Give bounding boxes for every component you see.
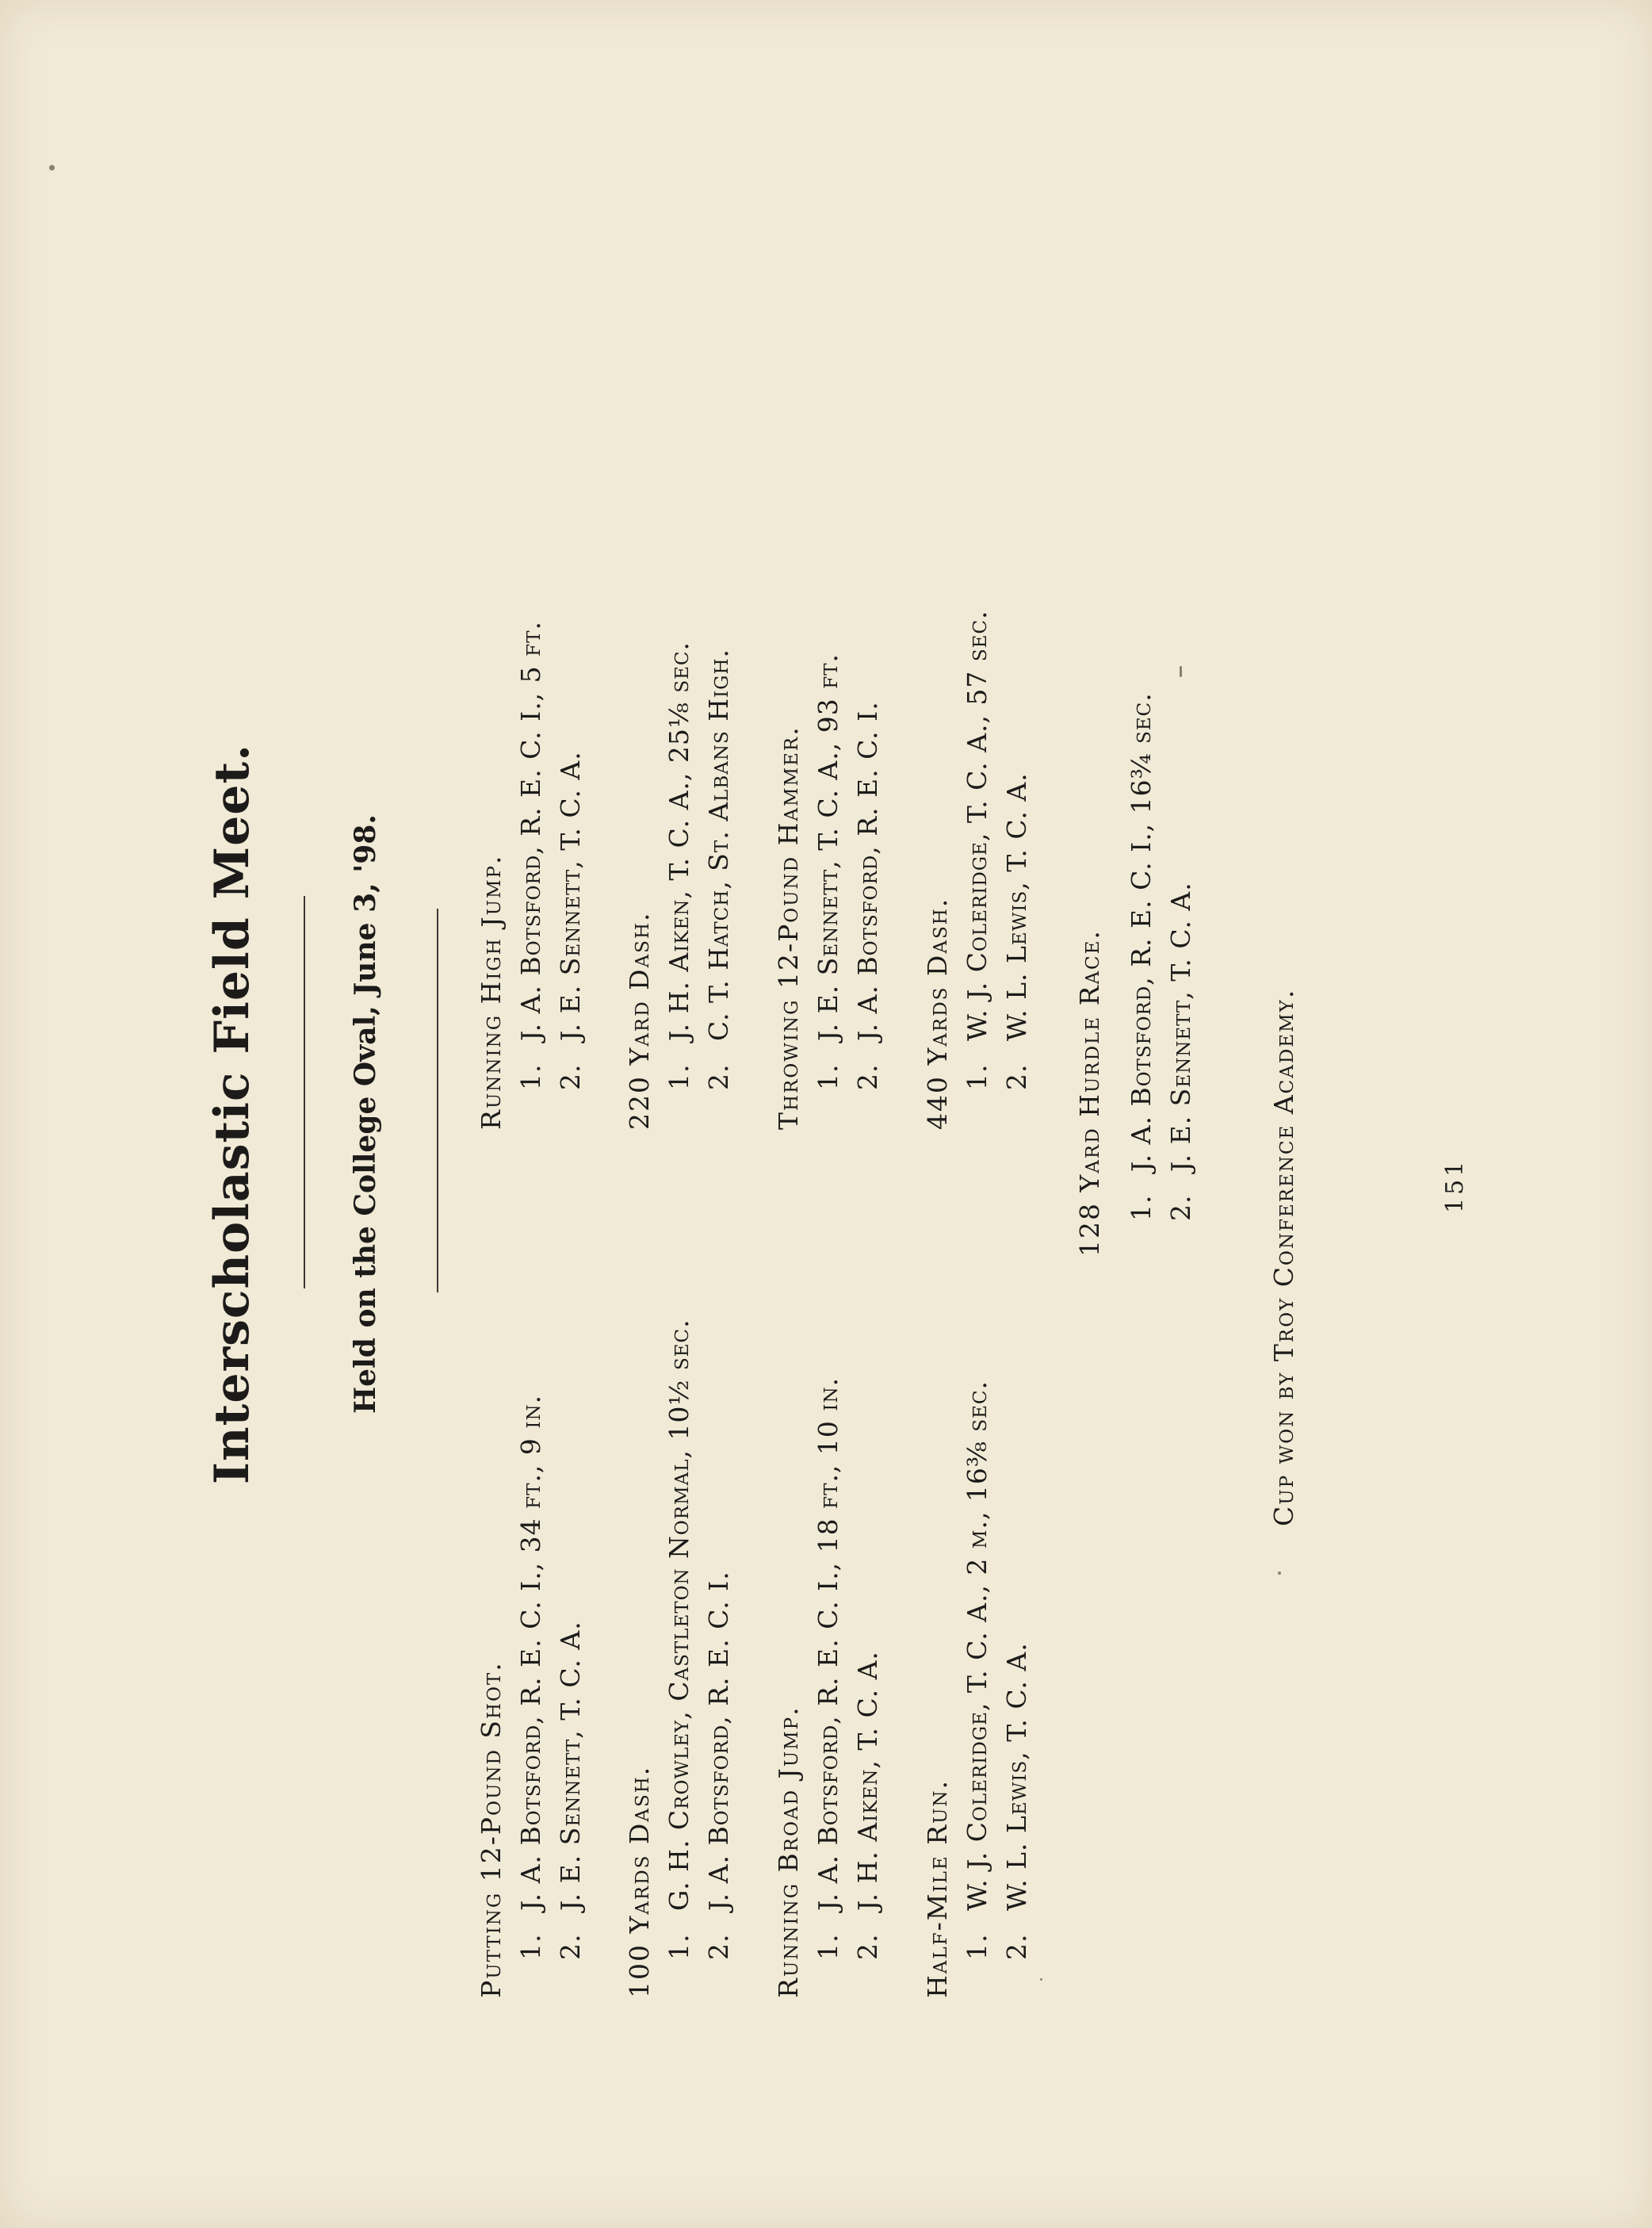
result-line: [813, 1377, 843, 1960]
result-line: [555, 751, 586, 1090]
result-place: 1.: [1126, 1194, 1157, 1221]
result-place: 2.: [1165, 1194, 1196, 1221]
paper-speck: [1040, 1978, 1042, 1981]
paper-speck: [1278, 1571, 1281, 1575]
result-text: W. J. Coleridge, T. C. A., 57 sec.: [962, 610, 992, 1041]
result-text: J. E. Sennett, T. C. A.: [1165, 882, 1196, 1172]
result-text: J. H. Aiken, T. C. A., 25⅛ sec.: [663, 641, 694, 1041]
result-place: 2.: [555, 1933, 586, 1960]
event-heading-440-yards: 440 Yards Dash.: [922, 897, 953, 1130]
result-place: 2.: [852, 1933, 883, 1960]
result-place: 1.: [515, 1063, 546, 1090]
result-text: J. A. Botsford, R. E. C. I., 34 ft., 9 in.: [515, 1394, 546, 1911]
result-line: [703, 649, 734, 1090]
event-heading-100-yards: 100 Yards Dash.: [624, 1765, 655, 1998]
result-place: 1.: [962, 1933, 992, 1960]
paper-speck: [49, 165, 55, 170]
result-text: W. L. Lewis, T. C. A.: [1001, 1642, 1032, 1911]
result-place: 2.: [1001, 1933, 1032, 1960]
event-heading-half-mile: Half-Mile Run.: [922, 1778, 953, 1998]
result-text: J. A. Botsford, R. E. C. I., 16¾ sec.: [1126, 692, 1157, 1172]
page-number: 151: [1441, 1158, 1469, 1213]
event-heading-shot-put: Putting 12-Pound Shot.: [476, 1661, 507, 1998]
result-line: [1001, 772, 1032, 1090]
result-text: J. E. Sennett, T. C. A.: [555, 1621, 586, 1911]
result-text: J. A. Botsford, R. E. C. I., 5 ft.: [515, 621, 546, 1041]
event-heading-high-jump: Running High Jump.: [476, 854, 507, 1130]
result-text: J. H. Aiken, T. C. A.: [852, 1651, 883, 1911]
title-rule-top: [304, 896, 305, 1288]
event-heading-hurdle-race: 128 Yard Hurdle Race.: [1074, 929, 1105, 1257]
result-text: C. T. Hatch, St. Albans High.: [703, 649, 734, 1041]
paper-speck: [1180, 666, 1182, 677]
result-text: J. E. Sennett, T. C. A., 93 ft.: [813, 653, 843, 1041]
result-text: J. E. Sennett, T. C. A.: [555, 751, 586, 1041]
event-heading-hammer: Throwing 12-Pound Hammer.: [773, 725, 804, 1130]
result-place: 2.: [703, 1063, 734, 1090]
page-title: Interscholastic Field Meet.: [205, 743, 260, 1485]
result-place: 1.: [663, 1063, 694, 1090]
result-text: G. H. Crowley, Castleton Normal, 10½ sec.: [663, 1319, 694, 1911]
result-line: [852, 1651, 883, 1960]
result-line: [663, 1319, 694, 1960]
result-line: [515, 1395, 546, 1960]
result-line: [1126, 692, 1157, 1221]
result-place: 2.: [852, 1063, 883, 1090]
result-place: 1.: [663, 1933, 694, 1960]
result-place: 2.: [1001, 1063, 1032, 1090]
result-line: [515, 621, 546, 1090]
result-place: 1.: [962, 1063, 992, 1090]
result-line: [1165, 882, 1196, 1221]
result-place: 1.: [813, 1933, 843, 1960]
result-place: 1.: [515, 1933, 546, 1960]
result-place: 2.: [555, 1063, 586, 1090]
event-heading-broad-jump: Running Broad Jump.: [773, 1705, 804, 1998]
result-text: W. L. Lewis, T. C. A.: [1001, 772, 1032, 1041]
result-text: W. J. Coleridge, T. C. A., 2 m., 16⅜ sec.: [962, 1380, 992, 1911]
result-line: [555, 1621, 586, 1960]
result-line: [962, 610, 992, 1090]
title-rule-bottom: [437, 909, 438, 1292]
result-text: J. A. Botsford, R. E. C. I.: [703, 1571, 734, 1911]
result-place: 1.: [813, 1063, 843, 1090]
result-place: 2.: [703, 1933, 734, 1960]
page-subtitle: Held on the College Oval, June 3, '98.: [349, 814, 382, 1414]
event-heading-220-yard: 220 Yard Dash.: [624, 911, 655, 1130]
result-line: [703, 1571, 734, 1960]
result-line: [962, 1380, 992, 1960]
result-text: J. A. Botsford, R. E. C. I., 18 ft., 10 in.: [813, 1376, 843, 1911]
result-line: [852, 701, 883, 1090]
result-line: [813, 653, 843, 1090]
result-line: [663, 641, 694, 1090]
result-text: J. A. Botsford, R. E. C. I.: [852, 701, 883, 1041]
result-line: [1001, 1642, 1032, 1960]
cup-winner-line: Cup won by Troy Conference Academy.: [1268, 988, 1299, 1526]
